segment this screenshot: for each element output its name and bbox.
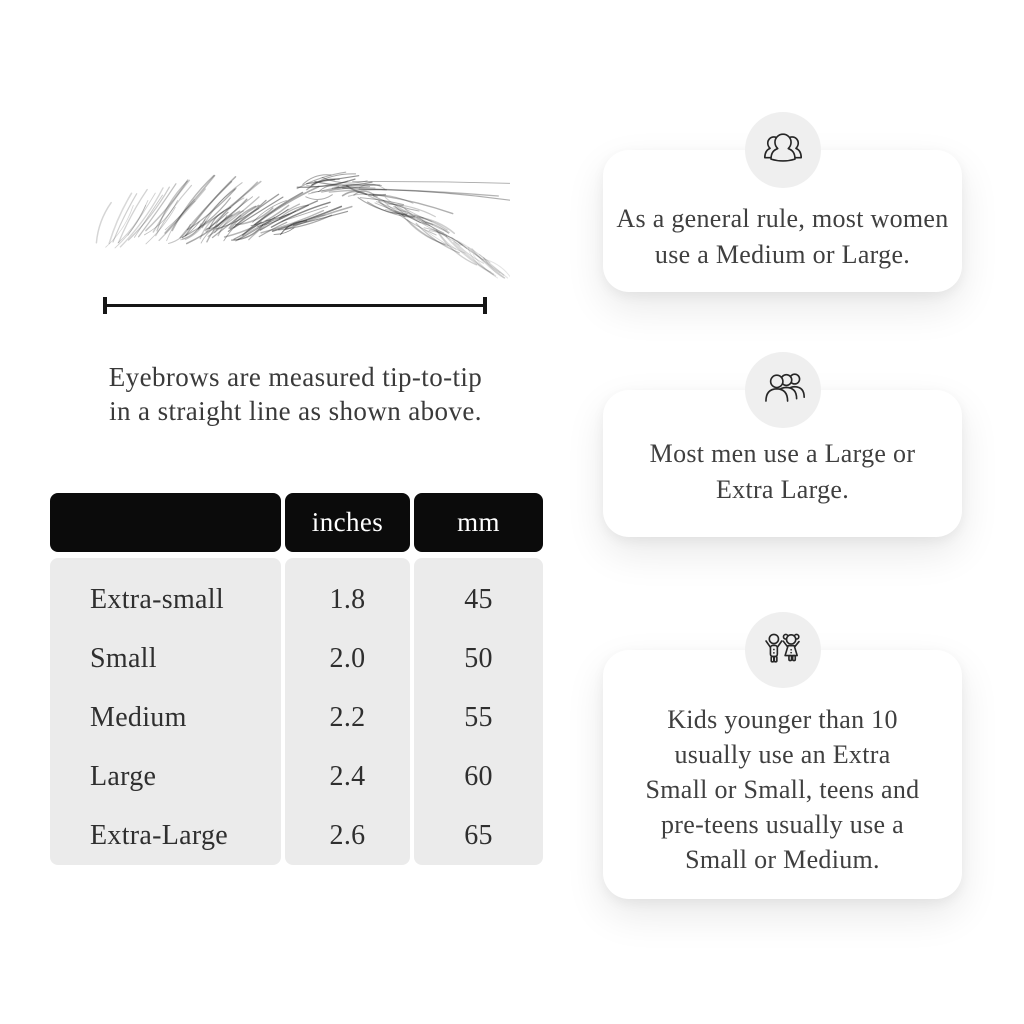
info-card-text-line: use a Medium or Large. xyxy=(654,240,911,269)
info-card-text-line: Extra Large. xyxy=(715,474,850,504)
table-cell-mm: 45 xyxy=(464,583,493,615)
size-table-column-labels xyxy=(50,493,281,865)
size-table-column-mm xyxy=(414,493,543,865)
size-table xyxy=(50,493,544,865)
table-row-label: Medium xyxy=(90,701,187,733)
men-group-icon xyxy=(745,352,821,428)
measurement-caption xyxy=(68,360,523,428)
table-cell-inches: 2.2 xyxy=(329,701,366,733)
size-table-body-labels xyxy=(50,558,281,865)
info-card-text-line: pre-teens usually use a xyxy=(661,809,904,839)
size-table-header-mm: mm xyxy=(414,493,543,552)
info-card-text-line: Kids younger than 10 xyxy=(667,704,898,734)
table-cell-mm: 55 xyxy=(464,701,493,733)
size-table-header-blank xyxy=(50,493,281,552)
table-cell-inches: 1.8 xyxy=(329,583,366,615)
info-card-text-line: Small or Small, teens and xyxy=(645,774,920,804)
women-group-icon xyxy=(745,112,821,188)
info-card-text-line: usually use an Extra xyxy=(674,739,891,769)
table-row-label: Large xyxy=(90,760,157,792)
table-row-label: Extra-small xyxy=(90,583,224,615)
eyebrow-illustration xyxy=(80,148,510,293)
size-table-body-mm xyxy=(414,558,543,865)
table-cell-mm: 60 xyxy=(464,760,493,792)
table-cell-inches: 2.6 xyxy=(329,819,366,851)
measurement-tick-right xyxy=(483,297,487,314)
measurement-line xyxy=(103,297,487,314)
caption-line: in a straight line as shown above. xyxy=(109,396,482,426)
children-icon xyxy=(745,612,821,688)
table-row-label: Small xyxy=(90,642,157,674)
table-row-label: Extra-Large xyxy=(90,819,229,851)
info-card-text-line: As a general rule, most women xyxy=(616,204,949,233)
table-cell-inches: 2.0 xyxy=(329,642,366,674)
measurement-bar xyxy=(103,304,487,307)
table-cell-mm: 65 xyxy=(464,819,493,851)
size-table-header-inches: inches xyxy=(285,493,410,552)
table-cell-inches: 2.4 xyxy=(329,760,366,792)
info-card-text-line: Most men use a Large or xyxy=(649,438,916,468)
table-cell-mm: 50 xyxy=(464,642,493,674)
info-card-kids xyxy=(603,650,962,899)
size-table-column-inches xyxy=(285,493,410,865)
info-card-men xyxy=(603,390,962,537)
info-card-text-line: Small or Medium. xyxy=(685,844,880,874)
size-table-body-inches xyxy=(285,558,410,865)
info-card-women xyxy=(603,150,962,292)
caption-line: Eyebrows are measured tip-to-tip xyxy=(108,362,483,392)
